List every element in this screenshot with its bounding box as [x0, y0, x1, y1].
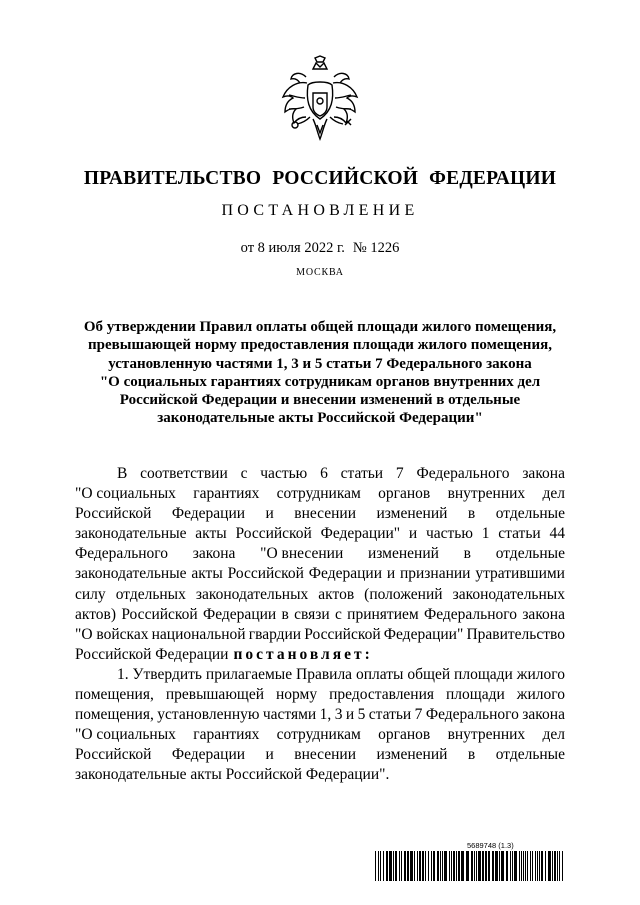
barcode-stripe — [449, 851, 450, 881]
barcode-stripe — [525, 851, 526, 881]
barcode-stripe — [478, 851, 481, 881]
body-word: отдельные — [495, 505, 565, 523]
body-word: национальной — [151, 625, 246, 643]
body-word: и — [386, 565, 396, 583]
body-word: "О социальных — [75, 726, 176, 744]
body-word: гарантиях — [193, 726, 260, 744]
heading-line: Российской Федерации и внесении изменений в отдельные — [119, 392, 521, 409]
body-line — [75, 765, 565, 785]
body-word: силу — [75, 585, 106, 603]
body-word: жилого — [516, 665, 565, 683]
body-word: и — [265, 746, 274, 764]
body-line — [75, 685, 565, 705]
body-word: частями — [262, 706, 317, 724]
body-word: 6 — [320, 465, 328, 482]
body-word: закона — [192, 545, 236, 563]
body-word: Российской — [75, 746, 152, 764]
barcode-stripe — [428, 851, 429, 881]
barcode-stripe — [492, 851, 494, 881]
body-word: гвардии — [248, 625, 302, 643]
body-word: гарантиях — [193, 485, 260, 503]
body-line — [75, 705, 565, 725]
barcode-stripe — [375, 851, 376, 881]
body-word: изменений — [376, 505, 448, 523]
body-word: 1. — [117, 665, 129, 683]
body-word: утратившими — [475, 565, 565, 583]
body-word: внутренних — [447, 485, 526, 503]
body-word: статьи — [340, 465, 384, 482]
body-word: прилагаемые — [205, 665, 293, 683]
barcode-stripe — [527, 851, 528, 881]
body-word: жилого — [516, 686, 565, 704]
barcode-stripe — [378, 851, 379, 881]
body-line — [75, 625, 565, 645]
body-line — [75, 484, 565, 504]
barcode-stripe — [554, 851, 556, 881]
body-line — [75, 645, 565, 665]
body-word: помещения, — [75, 686, 154, 704]
body-word: 7 — [414, 706, 423, 724]
body-word: органов — [378, 485, 431, 503]
barcode-stripe — [410, 851, 413, 881]
body-word: оплаты — [356, 665, 404, 683]
barcode-stripe — [456, 851, 457, 881]
body-word: и — [265, 505, 274, 523]
barcode-stripe — [523, 851, 524, 881]
body-word: сотрудникам — [276, 726, 361, 744]
barcode-stripe — [471, 851, 473, 881]
body-word: "О внесении — [260, 545, 344, 563]
barcode-stripe — [562, 851, 563, 881]
body-word: статьи — [368, 706, 412, 724]
body-word: в — [467, 746, 476, 764]
barcode-stripe — [521, 851, 522, 881]
barcode-stripe — [399, 851, 400, 881]
barcode-stripe — [559, 851, 560, 881]
body-word: акты — [191, 565, 223, 583]
body-text-segment: Российской Федерации — [75, 645, 229, 663]
body-word: актов — [318, 585, 355, 603]
barcode-stripe — [383, 851, 384, 881]
body-word: "О социальных — [75, 485, 176, 503]
body-word: Российской — [235, 525, 312, 543]
body-word: 44 — [549, 525, 565, 543]
city: МОСКВА — [296, 267, 344, 278]
body-word: Федерации — [308, 565, 382, 583]
body-word: акты — [195, 525, 227, 543]
document-date-number — [0, 240, 640, 257]
body-word: внутренних — [447, 726, 526, 744]
body-word: Российской — [75, 505, 152, 523]
barcode-stripe — [499, 851, 500, 881]
body-word: изменений — [376, 746, 448, 764]
body-word: Утвердить — [132, 665, 202, 683]
decree-keyword: постановляет: — [233, 645, 373, 663]
body-word: принятием — [347, 605, 419, 623]
body-word: Российской — [121, 605, 198, 623]
barcode-stripe — [433, 851, 435, 881]
body-word: 1, — [319, 706, 332, 724]
barcode-stripe — [422, 851, 424, 881]
barcode-stripe — [458, 851, 460, 881]
barcode-stripe — [514, 851, 517, 881]
barcode-stripe — [437, 851, 439, 881]
body-word: признании — [399, 565, 471, 583]
barcode-stripe — [557, 851, 558, 881]
body-word: Федерального — [75, 545, 169, 563]
body-line — [75, 464, 565, 484]
body-word: закона — [522, 706, 565, 724]
body-word: в — [467, 505, 476, 523]
body-word: дел — [542, 726, 565, 744]
barcode-stripe — [535, 851, 536, 881]
coat-of-arms-emblem — [277, 55, 363, 150]
body-line — [75, 524, 565, 544]
barcode-stripe — [453, 851, 455, 881]
body-word: площади — [446, 686, 505, 704]
heading-line: превышающей норму предоставления площади жилого помещения, — [88, 337, 552, 354]
heading-line: законодательные акты Российской Федерации" — [157, 410, 483, 427]
barcode — [375, 851, 565, 881]
barcode-stripe — [541, 851, 543, 881]
barcode-stripe — [532, 851, 533, 881]
document-heading — [60, 318, 580, 428]
barcode-stripe — [393, 851, 394, 881]
barcode-stripe — [425, 851, 426, 881]
body-word: Федерального — [425, 706, 519, 724]
body-line — [75, 725, 565, 745]
body-line — [75, 745, 565, 765]
body-word: дел — [542, 485, 565, 503]
body-word: Федерации" — [383, 625, 464, 643]
body-word: закона — [522, 605, 565, 623]
barcode-stripe — [510, 851, 511, 881]
barcode-stripe — [407, 851, 409, 881]
barcode-stripe — [474, 851, 475, 881]
body-word: Федерации — [171, 505, 246, 523]
body-line — [75, 605, 565, 625]
barcode-stripe — [419, 851, 421, 881]
barcode-stripe — [485, 851, 487, 881]
body-word: внесении — [294, 746, 357, 764]
heading-line: Об утверждении Правил оплаты общей площади жилого помещения, — [83, 319, 557, 335]
body-word: статьи — [498, 525, 541, 543]
body-word: законодательные — [75, 565, 187, 583]
heading-line: "О социальных гарантиях сотрудникам органов внутренних дел — [99, 373, 541, 390]
body-word: Российской — [304, 625, 381, 643]
body-word: общей — [407, 665, 451, 683]
barcode-stripe — [512, 851, 513, 881]
barcode-number: 5689748 (1.3) — [467, 841, 514, 850]
body-line — [75, 585, 565, 605]
body-word: отдельных — [115, 585, 186, 603]
barcode-stripe — [548, 851, 551, 881]
body-word: Федерального — [423, 605, 518, 623]
body-word: внесении — [294, 505, 357, 523]
barcode-stripe — [545, 851, 546, 881]
barcode-stripe — [552, 851, 553, 881]
barcode-stripe — [461, 851, 464, 881]
barcode-stripe — [519, 851, 520, 881]
document-type: ПОСТАНОВЛЕНИЕ — [221, 202, 419, 219]
barcode-stripe — [530, 851, 531, 881]
body-line — [75, 564, 565, 584]
body-word: законодательных — [195, 585, 309, 603]
body-word: Федерации — [171, 746, 246, 764]
body-word: связи — [294, 605, 330, 623]
government-title: ПРАВИТЕЛЬСТВО РОССИЙСКОЙ ФЕДЕРАЦИИ — [83, 168, 557, 189]
body-word: 1 — [481, 525, 490, 543]
body-word: превышающей — [165, 686, 265, 704]
barcode-stripe — [414, 851, 415, 881]
body-word: частью — [260, 465, 308, 482]
body-word: "О войсках — [75, 625, 149, 643]
barcode-stripe — [444, 851, 447, 881]
body-word: актов) — [75, 605, 117, 623]
document-date: от 8 июля 2022 г. — [240, 240, 345, 256]
barcode-stripe — [466, 851, 469, 881]
body-word: отдельные — [495, 545, 565, 563]
body-word: площади — [454, 665, 513, 683]
barcode-stripe — [389, 851, 392, 881]
barcode-stripe — [488, 851, 490, 881]
body-word: частью — [425, 525, 473, 543]
barcode-stripe — [401, 851, 402, 881]
body-word: Федерации" — [320, 525, 401, 543]
barcode-stripe — [501, 851, 504, 881]
body-word: законодательных — [452, 585, 565, 603]
barcode-stripe — [539, 851, 540, 881]
body-word: Федерации — [203, 605, 277, 623]
barcode-stripe — [537, 851, 538, 881]
body-word: помещения, — [75, 706, 154, 724]
body-line — [75, 544, 565, 564]
document-number: № 1226 — [352, 240, 400, 256]
body-word: в — [463, 545, 471, 563]
barcode-stripe — [506, 851, 508, 881]
body-word: сотрудникам — [276, 485, 361, 503]
body-text-segment: законодательные акты Российской Федерации". — [75, 766, 390, 784]
body-text — [75, 464, 565, 786]
barcode-stripe — [440, 851, 441, 881]
barcode-stripe — [431, 851, 432, 881]
body-word: с — [334, 605, 342, 623]
body-line — [75, 504, 565, 524]
body-word: и — [408, 525, 418, 543]
body-word: органов — [378, 726, 431, 744]
barcode-stripe — [417, 851, 418, 881]
body-word: предоставления — [329, 686, 435, 704]
barcode-stripe — [451, 851, 452, 881]
body-word: соответствии — [140, 465, 228, 482]
heading-line: установленную частями 1, 3 и 5 статьи 7 Федерального закона — [108, 355, 532, 372]
body-word: норму — [276, 686, 318, 704]
body-word: изменений — [367, 545, 439, 563]
body-word: законодательные — [75, 525, 187, 543]
barcode-stripe — [395, 851, 397, 881]
body-word: Правила — [296, 665, 353, 683]
body-word: закона — [522, 465, 565, 482]
barcode-stripe — [404, 851, 406, 881]
body-word: Федерального — [416, 465, 510, 482]
body-word: Российской — [227, 565, 304, 583]
body-word: отдельные — [495, 746, 565, 764]
body-word: В — [117, 465, 128, 482]
barcode-stripe — [386, 851, 388, 881]
body-word: в — [281, 605, 289, 623]
body-word: установленную — [157, 706, 260, 724]
body-word: 3 — [334, 706, 343, 724]
body-word: и — [345, 706, 355, 724]
barcode-stripe — [482, 851, 484, 881]
body-line — [75, 665, 565, 685]
barcode-stripe — [476, 851, 477, 881]
body-word: Правительство — [466, 625, 565, 643]
body-word: (положений — [364, 585, 443, 603]
body-word: 5 — [357, 706, 366, 724]
barcode-stripe — [442, 851, 443, 881]
body-word: с — [240, 465, 248, 482]
barcode-stripe — [495, 851, 498, 881]
barcode-stripe — [380, 851, 381, 881]
body-word: 7 — [395, 465, 404, 482]
